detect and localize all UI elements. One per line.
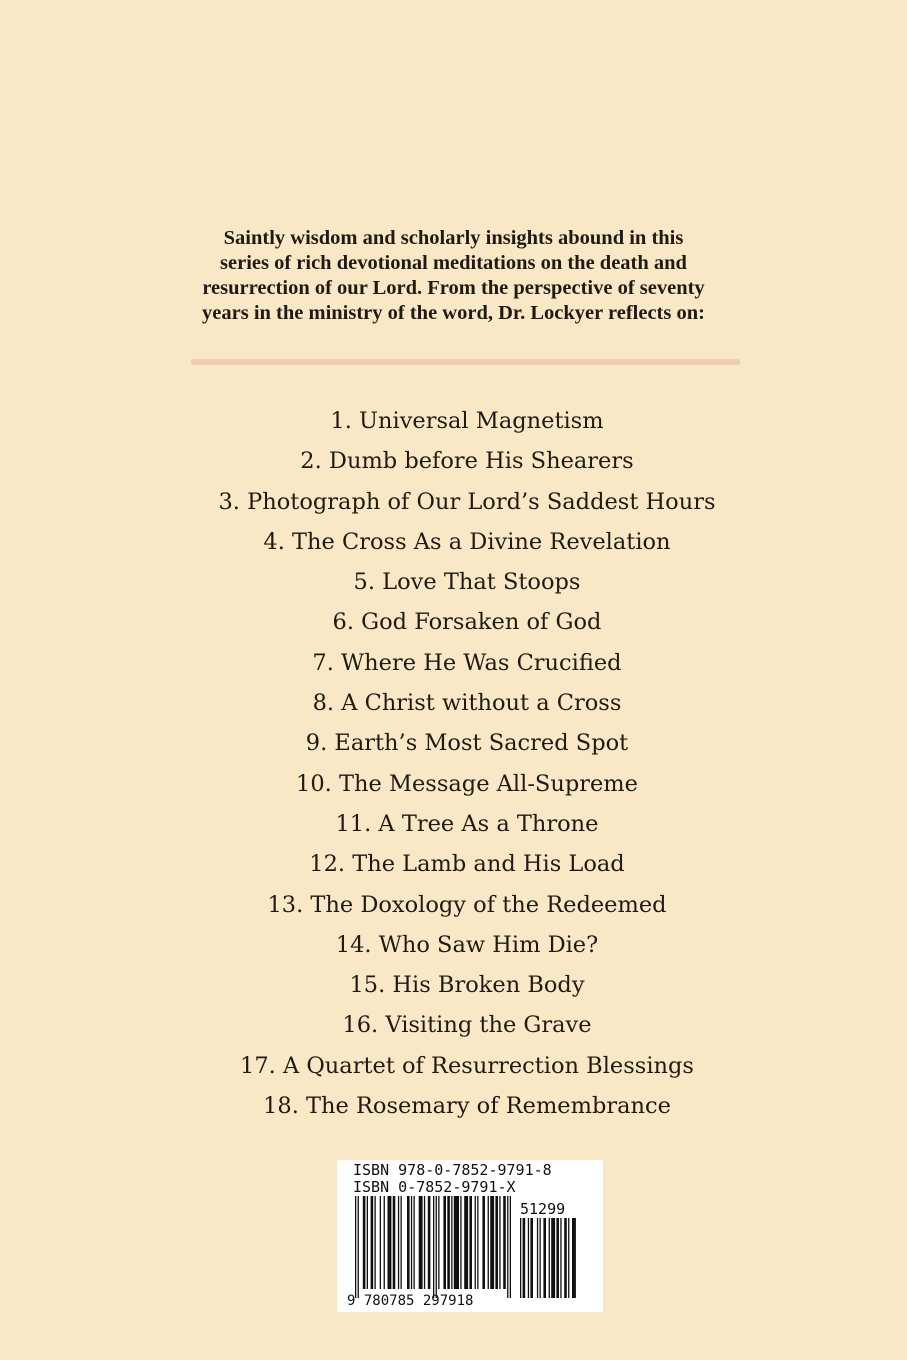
chapter-item: 12. The Lamb and His Load: [309, 851, 625, 878]
chapter-item: 10. The Message All-Supreme: [296, 770, 638, 797]
isbn10-label: ISBN 0-7852-9791-X: [353, 1178, 516, 1196]
chapter-item: 8. A Christ without a Cross: [312, 690, 622, 717]
back-cover-blurb: [150, 226, 757, 326]
chapter-item: 9. Earth’s Most Sacred Spot: [305, 730, 629, 757]
chapter-item: 17. A Quartet of Resurrection Blessings: [240, 1052, 694, 1079]
chapter-item: 4. The Cross As a Divine Revelation: [263, 528, 671, 555]
chapter-item: 18. The Rosemary of Remembrance: [263, 1093, 671, 1120]
isbn-barcode: [337, 1160, 603, 1312]
chapter-item: 6. God Forsaken of God: [332, 609, 602, 636]
chapter-item: 2. Dumb before His Shearers: [300, 448, 634, 475]
price-code: 51299: [520, 1200, 566, 1218]
blurb-line: years in the ministry of the word, Dr. Lockyer reflects on:: [202, 302, 705, 324]
chapter-item: 14. Who Saw Him Die?: [335, 931, 599, 958]
chapter-item: 15. His Broken Body: [349, 972, 585, 999]
chapter-list: [100, 401, 834, 1126]
isbn13-label: ISBN 978-0-7852-9791-8: [353, 1161, 552, 1179]
chapter-item: 7. Where He Was Crucified: [312, 649, 622, 676]
chapter-item: 3. Photograph of Our Lord’s Saddest Hours: [218, 488, 716, 515]
chapter-item: 16. Visiting the Grave: [342, 1012, 592, 1039]
barcode-digits: 9 780785 297918: [347, 1293, 474, 1309]
blurb-line: resurrection of our Lord. From the perspective of seventy: [202, 277, 705, 299]
blurb-line: Saintly wisdom and scholarly insights abound in this: [223, 227, 684, 249]
blurb-line: series of rich devotional meditations on the death and: [220, 252, 687, 274]
chapter-item: 1. Universal Magnetism: [330, 408, 604, 434]
chapter-item: 5. Love That Stoops: [353, 569, 581, 596]
chapter-item: 13. The Doxology of the Redeemed: [267, 891, 667, 918]
barcode-bars-icon: [355, 1196, 515, 1298]
addon-barcode-bars-icon: [520, 1218, 582, 1298]
chapter-item: 11. A Tree As a Throne: [335, 810, 599, 837]
section-divider: [191, 359, 740, 365]
